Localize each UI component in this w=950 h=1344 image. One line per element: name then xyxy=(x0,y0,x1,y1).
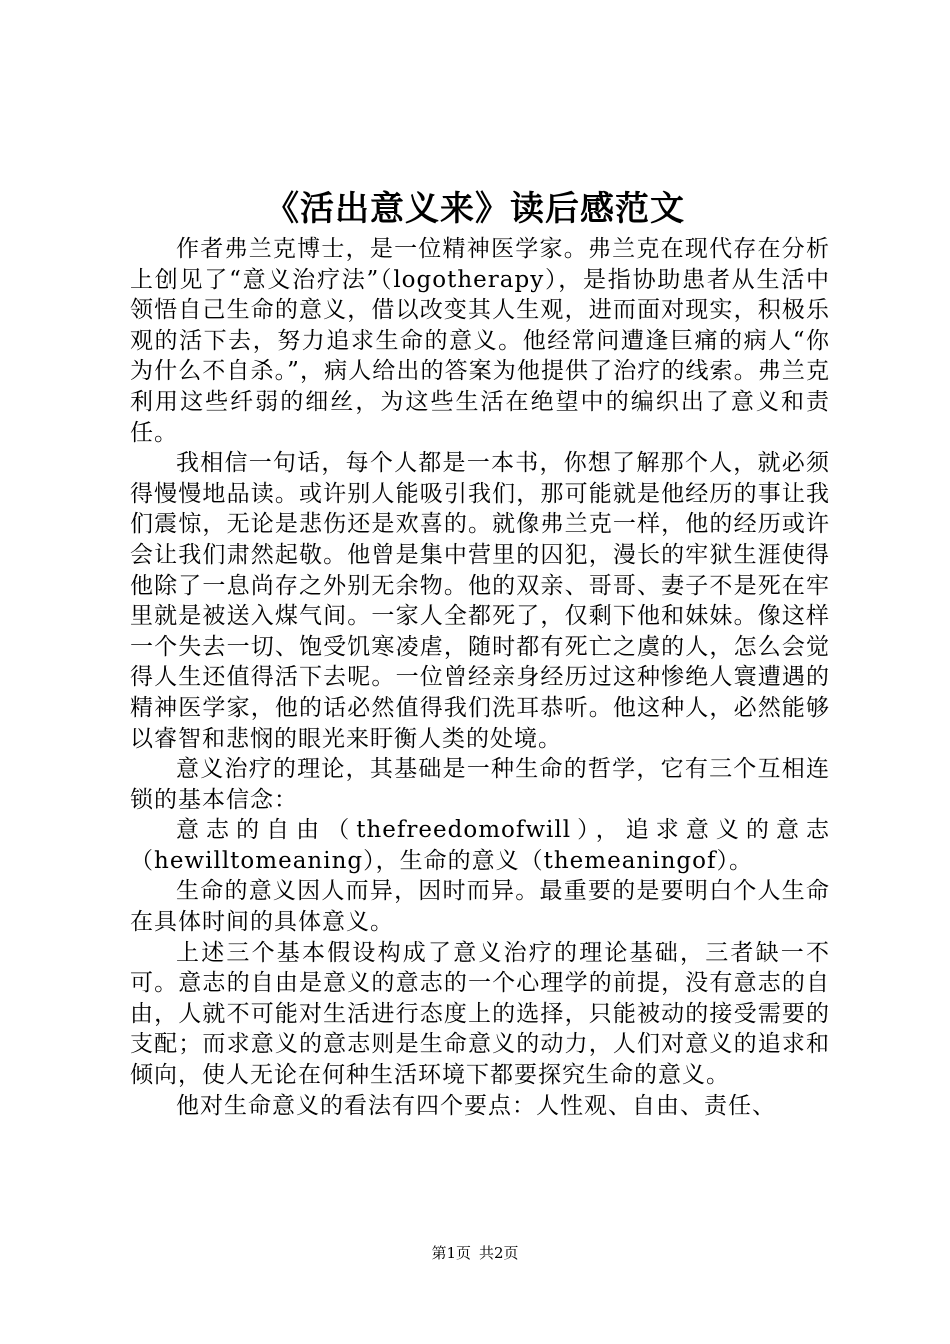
paragraph-4: 意志的自由（thefreedomofwill），追求意义的意志（hewilltomeaning），生命的意义（themeaningof）。 xyxy=(130,817,830,874)
document-body xyxy=(130,234,830,1121)
page-footer xyxy=(0,1243,950,1263)
paragraph-7: 他对生命意义的看法有四个要点：人性观、自由、责任、 xyxy=(176,1092,776,1119)
page-number-current: 第1页 xyxy=(431,1244,471,1262)
paragraph-2: 我相信一句话，每个人都是一本书，你想了解那个人，就必须得慢慢地品读。或许别人能吸引我们，那可能就是他经历的事让我们震惊，无论是悲伤还是欢喜的。就像弗兰克一样，他的经历或许会让我们肃然起敬。他曾是集中营里的囚犯，漫长的牢狱生涯使得他除了一息尚存之外别无余物。他的双亲、哥哥、妻子不是死在牢里就是被送入煤气间。一家人全都死了，仅剩下他和妹妹。像这样一个失去一切、饱受饥寒凌虐，随时都有死亡之虞的人，怎么会觉得人生还值得活下去呢。一位曾经亲身经历过这种惨绝人寰遭遇的精神医学家，他的话必然值得我们洗耳恭听。他这种人，必然能够以睿智和悲悯的眼光来盱衡人类的处境。 xyxy=(130,450,830,752)
paragraph-1: 作者弗兰克博士，是一位精神医学家。弗兰克在现代存在分析上创见了“意义治疗法”（logotherapy），是指协助患者从生活中领悟自己生命的意义，借以改变其人生观，进而面对现实，积极乐观的活下去，努力追求生命的意义。他经常问遭逢巨痛的病人“你为什么不自杀。”，病人给出的答案为他提供了治疗的线索。弗兰克利用这些纤弱的细丝，为这些生活在绝望中的编织出了意义和责任。 xyxy=(130,236,830,446)
paragraph-6: 上述三个基本假设构成了意义治疗的理论基础，三者缺一不可。意志的自由是意义的意志的一个心理学的前提，没有意志的自由，人就不可能对生活进行态度上的选择，只能被动的接受需要的支配；而求意义的意志则是生命意义的动力，人们对意义的追求和倾向，使人无论在何种生活环境下都要探究生命的意义。 xyxy=(130,939,830,1089)
paragraph-5: 生命的意义因人而异，因时而异。最重要的是要明白个人生命在具体时间的具体意义。 xyxy=(130,878,830,936)
paragraph-3: 意义治疗的理论，其基础是一种生命的哲学，它有三个互相连锁的基本信念： xyxy=(130,756,830,813)
document-title: 《活出意义来》读后感范文 xyxy=(265,189,685,229)
page-number-total: 共2页 xyxy=(479,1244,519,1262)
